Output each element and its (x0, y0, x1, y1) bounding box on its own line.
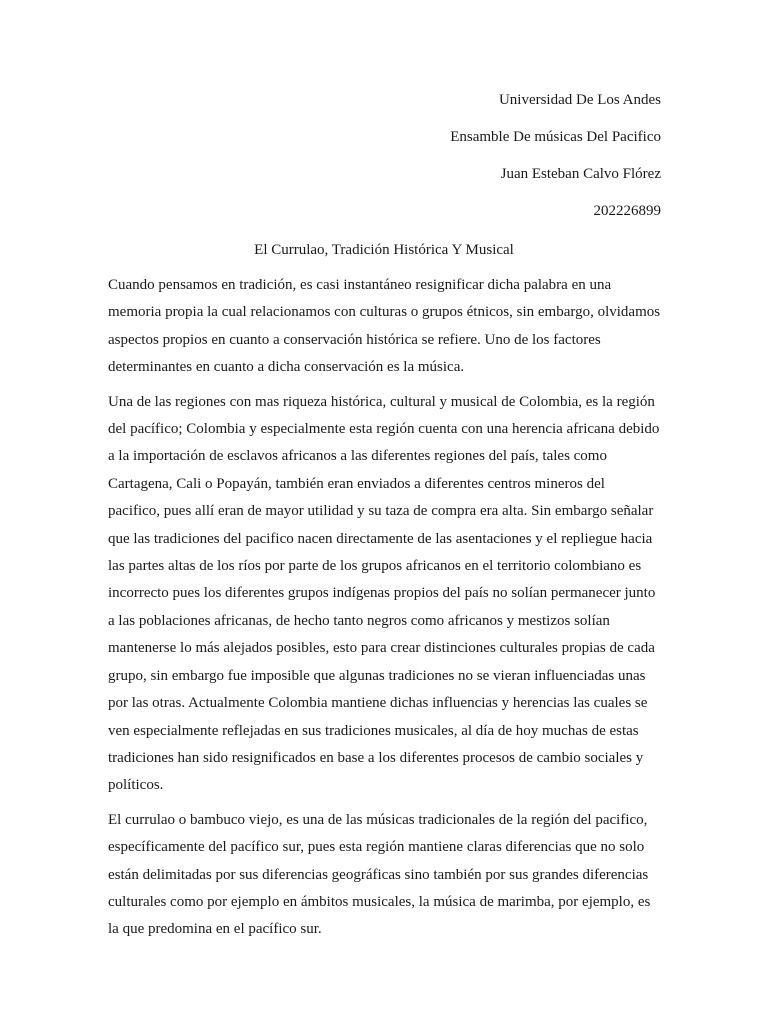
document-header (450, 88, 661, 236)
text-line: pacifico, pues allí eran de mayor utilidad y su taza de compra era alta. Sin embargo señalar (108, 503, 654, 520)
text-line: grupo, sin embargo fue imposible que algunas tradiciones no se vieran influenciadas unas (108, 667, 646, 684)
author-name: Juan Esteban Calvo Flórez (500, 166, 661, 182)
paragraph-3 (108, 807, 664, 944)
text-line: políticos. (108, 777, 164, 794)
text-line: culturales como por ejemplo en ámbitos musicales, la música de marimba, por ejemplo, es (108, 893, 651, 910)
text-line: determinantes en cuanto a dicha conservación es la música. (108, 359, 465, 376)
text-line: las partes altas de los ríos por parte de los grupos africanos en el territorio colombiano es (108, 558, 642, 575)
paragraph-1 (108, 272, 664, 382)
text-line: por las otras. Actualmente Colombia mantiene dichas influencias y herencias las cuales se (108, 695, 648, 712)
text-line: a la importación de esclavos africanos a las diferentes regiones del país, tales como (108, 448, 607, 465)
text-line: específicamente del pacífico sur, pues esta región mantiene claras diferencias que no solo (108, 839, 645, 856)
text-line: tradiciones han sido resignificados en base a los diferentes procesos de cambio sociales y (108, 749, 644, 766)
text-line: a las poblaciones africanas, de hecho tanto negros como africanos y mestizos solían (108, 612, 610, 629)
text-line: El currulao o bambuco viejo, es una de las músicas tradicionales de la región del pacifico, (108, 811, 648, 828)
paragraph-2 (108, 389, 664, 800)
document-title: El Currulao, Tradición Histórica Y Musical (254, 242, 514, 258)
text-line: que las tradiciones del pacifico nacen directamente de las asentaciones y el repliegue hacia (108, 530, 653, 547)
text-line: del pacífico; Colombia y especialmente esta región cuenta con una herencia africana debido (108, 421, 660, 438)
text-line: memoria propia la cual relacionamos con culturas o grupos étnicos, sin embargo, olvidamos (108, 304, 661, 321)
text-line: mantenerse lo más alejados posibles, esto para crear distinciones culturales propias de cada (108, 640, 655, 657)
text-line: Una de las regiones con mas riqueza histórica, cultural y musical de Colombia, es la región (108, 393, 655, 410)
text-line: incorrecto pues los diferentes grupos indígenas propios del país no solían permanecer junto (108, 585, 656, 602)
text-line: Cuando pensamos en tradición, es casi instantáneo resignificar dicha palabra en una (108, 277, 612, 293)
text-line: aspectos propios en cuanto a conservación histórica se refiere. Uno de los factores (108, 331, 601, 348)
text-line: están delimitadas por sus diferencias geográficas sino también por sus grandes diferencias (108, 866, 649, 883)
course-name: Ensamble De músicas Del Pacifico (450, 129, 661, 145)
text-line: Cartagena, Cali o Popayán, también eran enviados a diferentes centros mineros del (108, 475, 605, 492)
text-line: la que predomina en el pacífico sur. (108, 921, 322, 938)
document-body (108, 272, 664, 951)
student-id: 202226899 (593, 203, 661, 219)
university-name: Universidad De Los Andes (498, 92, 661, 108)
text-line: ven especialmente reflejadas en sus tradiciones musicales, al día de hoy muchas de estas (108, 722, 639, 739)
